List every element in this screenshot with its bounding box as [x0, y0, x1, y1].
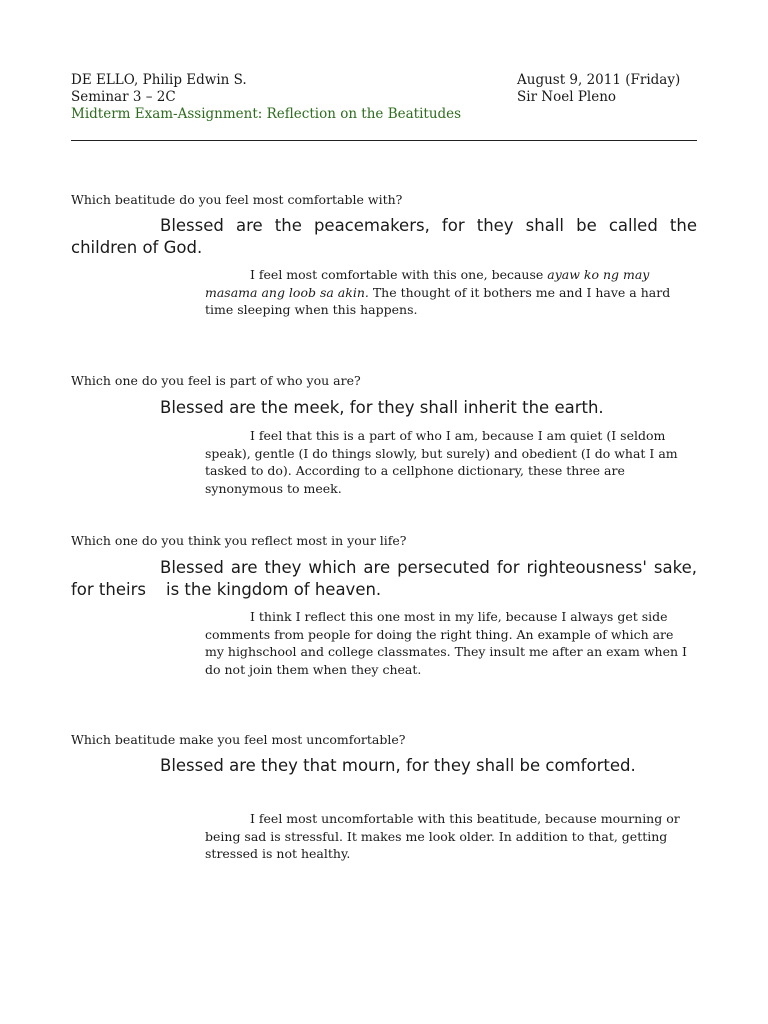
- beatitude-1: Blessed are the peacemakers, for they shall be called the children of God.: [71, 216, 697, 257]
- answer-4: I feel most uncomfortable with this beatitude, because mourning or being sad is stressful. It makes me look older. In addition to that, getting stressed is not healthy.: [205, 811, 680, 862]
- assignment-date: August 9, 2011 (Friday): [517, 72, 681, 88]
- assignment-title: Midterm Exam-Assignment: Reflection on the Beatitudes: [71, 106, 462, 122]
- answer-1: [205, 266, 693, 319]
- question-3: Which one do you think you reflect most in your life?: [71, 533, 407, 548]
- seminar-section: Seminar 3 – 2C: [71, 89, 176, 105]
- beatitude-3-part-b: is the kingdom of heaven.: [165, 580, 382, 599]
- student-name: DE ELLO, Philip Edwin S.: [71, 72, 247, 88]
- header-right: [517, 72, 680, 106]
- answer-1-text-end: The thought of it bothers me and I have a hard time sleeping when this happens.: [205, 284, 671, 318]
- answer-1-italic: ayaw ko ng may masama ang loob sa akin.: [205, 267, 650, 300]
- question-4: Which beatitude make you feel most uncomfortable?: [71, 732, 406, 747]
- beatitude-3: [71, 557, 697, 601]
- beatitude-3-part-a: Blessed are they which are persecuted for righteousness' sake, for theirs: [71, 558, 697, 599]
- header-divider: [71, 140, 697, 141]
- question-2: Which one do you feel is part of who you are?: [71, 373, 361, 388]
- beatitude-2: Blessed are the meek, for they shall inherit the earth.: [160, 398, 604, 417]
- beatitude-4: Blessed are they that mourn, for they shall be comforted.: [160, 756, 636, 775]
- answer-2: I feel that this is a part of who I am, because I am quiet (I seldom speak), gentle (I do things slowly, but surely) and obedient (I do what I am tasked to do). According to a cellphone dictionary, these three are synonymous to meek.: [205, 428, 678, 496]
- answer-3: I think I reflect this one most in my life, because I always get side comments from people for doing the right thing. An example of which are my highschool and college classmates. They insult me after an exam when I do not join them when they cheat.: [205, 609, 687, 677]
- teacher-name: Sir Noel Pleno: [517, 89, 617, 105]
- answer-1-text: I feel most comfortable with this one, because: [250, 267, 548, 282]
- question-1: Which beatitude do you feel most comfortable with?: [71, 192, 403, 207]
- header-left: [71, 72, 461, 123]
